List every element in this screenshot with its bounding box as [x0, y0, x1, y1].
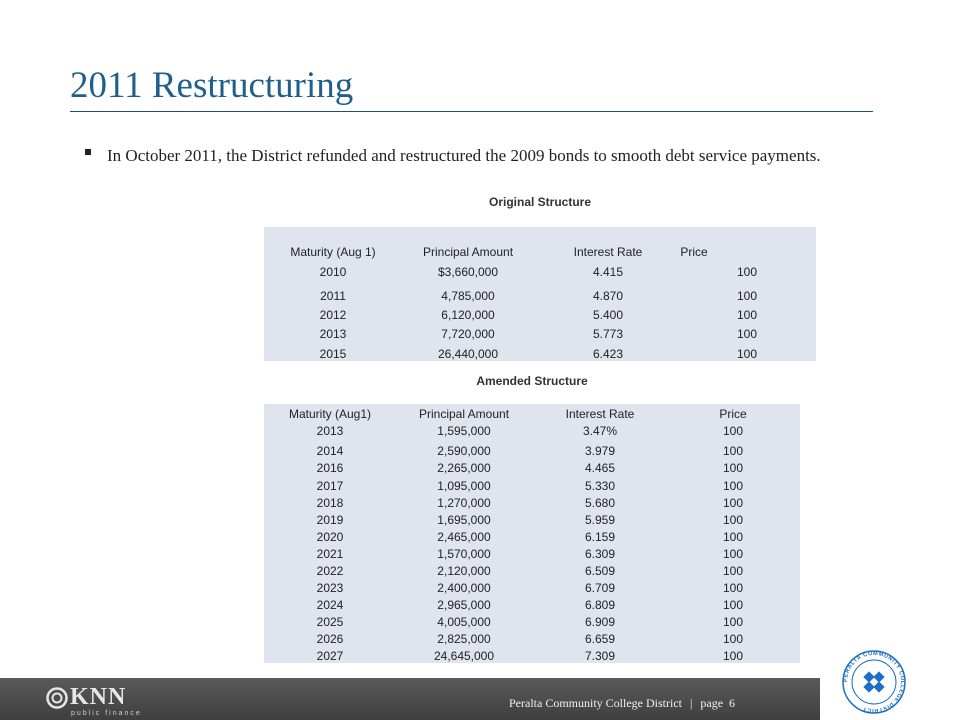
cell-maturity: 2013 — [316, 424, 344, 438]
cell-principal: 24,645,000 — [433, 649, 495, 663]
amended-structure-caption: Amended Structure — [476, 374, 588, 388]
cell-rate: 6.309 — [584, 547, 616, 561]
cell-price: 100 — [736, 327, 757, 341]
page-number: 6 — [729, 696, 736, 710]
cell-price: 100 — [736, 347, 757, 361]
cell-maturity: 2010 — [319, 265, 347, 279]
cell-principal: 7,720,000 — [441, 327, 495, 341]
cell-rate: 6.909 — [584, 615, 616, 629]
table-row — [264, 615, 800, 630]
cell-maturity: 2014 — [316, 444, 344, 458]
cell-rate: 5.400 — [592, 308, 624, 322]
cell-rate: 6.709 — [584, 581, 616, 595]
cell-price: 100 — [722, 581, 744, 595]
cell-price: 100 — [722, 530, 744, 544]
cell-rate: 7.309 — [584, 649, 616, 663]
cell-principal: 2,120,000 — [437, 564, 491, 578]
column-header-price: Price — [680, 245, 708, 259]
cell-maturity: 2025 — [316, 615, 344, 629]
cell-rate: 3.979 — [584, 444, 616, 458]
cell-rate: 5.773 — [592, 327, 624, 341]
page-label: page — [700, 696, 724, 710]
cell-maturity: 2021 — [316, 547, 344, 561]
cell-rate: 6.809 — [584, 598, 616, 612]
cell-rate: 4.870 — [592, 289, 624, 303]
cell-principal: 1,695,000 — [437, 513, 491, 527]
cell-rate: 5.959 — [584, 513, 616, 527]
cell-price: 100 — [736, 289, 757, 303]
cell-maturity: 2012 — [319, 308, 347, 322]
cell-maturity: 2016 — [316, 461, 344, 475]
column-header-rate: Interest Rate — [565, 407, 635, 421]
column-header-principal: Principal Amount — [418, 407, 510, 421]
table-row — [264, 598, 800, 613]
cell-principal: 4,785,000 — [441, 289, 495, 303]
table-row — [264, 632, 800, 647]
cell-maturity: 2018 — [316, 496, 344, 510]
seal-text: PERALTA COMMUNITY COLLEGE DISTRICT — [842, 650, 906, 714]
cell-rate: 6.423 — [592, 347, 624, 361]
cell-principal: 26,440,000 — [437, 347, 499, 361]
footer-separator: | — [689, 696, 693, 710]
cell-rate: 4.465 — [584, 461, 616, 475]
bullet-marker — [85, 149, 91, 155]
table-row — [264, 513, 800, 528]
cell-rate: 4.415 — [592, 265, 624, 279]
cell-principal: 2,965,000 — [437, 598, 491, 612]
table-row — [264, 289, 816, 304]
table-row — [264, 530, 800, 545]
cell-price: 100 — [722, 615, 744, 629]
slide-title: 2011 Restructuring — [70, 65, 354, 106]
cell-price: 100 — [722, 444, 744, 458]
footer-text — [509, 696, 735, 711]
table-row — [264, 547, 800, 562]
column-header-price: Price — [719, 407, 747, 421]
column-header-rate: Interest Rate — [573, 245, 643, 259]
cell-maturity: 2011 — [320, 289, 346, 303]
cell-rate: 5.680 — [584, 496, 616, 510]
cell-rate: 6.509 — [584, 564, 616, 578]
cell-price: 100 — [722, 513, 744, 527]
original-structure-caption: Original Structure — [488, 195, 592, 209]
cell-maturity: 2027 — [316, 649, 344, 663]
table-row — [264, 444, 800, 459]
cell-price: 100 — [722, 649, 744, 663]
bullet-text: In October 2011, the District refunded and restructured the 2009 bonds to smooth debt service payments. — [107, 146, 821, 165]
district-name: Peralta Community College District — [509, 696, 682, 710]
cell-principal: 2,265,000 — [437, 461, 491, 475]
cell-maturity: 2022 — [316, 564, 344, 578]
cell-price: 100 — [736, 265, 757, 279]
knn-logo-subtext: public finance — [71, 710, 142, 717]
cell-principal: $3,660,000 — [437, 265, 499, 279]
cell-maturity: 2026 — [316, 632, 344, 646]
cell-maturity: 2019 — [316, 513, 344, 527]
cell-price: 100 — [722, 496, 744, 510]
district-seal-icon — [837, 650, 911, 714]
cell-principal: 2,400,000 — [437, 581, 491, 595]
original-structure-table — [264, 227, 816, 361]
cell-principal: 4,005,000 — [437, 615, 491, 629]
table-row — [264, 327, 816, 342]
table-header-row — [264, 407, 800, 422]
cell-rate: 5.330 — [584, 479, 616, 493]
cell-maturity: 2015 — [319, 347, 347, 361]
table-row — [264, 496, 800, 511]
column-header-maturity: Maturity (Aug1) — [288, 407, 372, 421]
table-row — [264, 424, 800, 439]
cell-principal: 2,590,000 — [437, 444, 491, 458]
table-header-row — [264, 245, 816, 260]
cell-price: 100 — [722, 479, 744, 493]
cell-maturity: 2023 — [316, 581, 344, 595]
knn-logo-text: KNN — [70, 684, 127, 710]
title-rule — [70, 111, 873, 112]
cell-rate: 3.47% — [582, 424, 618, 438]
table-row — [264, 461, 800, 476]
cell-principal: 2,465,000 — [437, 530, 491, 544]
cell-maturity: 2013 — [319, 327, 347, 341]
cell-principal: 1,270,000 — [437, 496, 491, 510]
cell-price: 100 — [722, 424, 744, 438]
table-row — [264, 347, 816, 362]
cell-rate: 6.659 — [584, 632, 616, 646]
cell-rate: 6.159 — [584, 530, 616, 544]
cell-price: 100 — [736, 308, 757, 322]
cell-price: 100 — [722, 461, 744, 475]
cell-price: 100 — [722, 547, 744, 561]
column-header-maturity: Maturity (Aug 1) — [290, 245, 376, 259]
cell-principal: 6,120,000 — [441, 308, 495, 322]
table-row — [264, 308, 816, 323]
cell-maturity: 2017 — [316, 479, 344, 493]
cell-price: 100 — [722, 598, 744, 612]
table-row — [264, 581, 800, 596]
cell-principal: 2,825,000 — [437, 632, 491, 646]
cell-price: 100 — [722, 632, 744, 646]
table-row — [264, 649, 800, 664]
table-row — [264, 265, 816, 280]
cell-principal: 1,095,000 — [437, 479, 491, 493]
cell-maturity: 2024 — [316, 598, 344, 612]
column-header-principal: Principal Amount — [422, 245, 514, 259]
knn-logo-mark-icon — [46, 687, 68, 709]
cell-maturity: 2020 — [316, 530, 344, 544]
cell-principal: 1,570,000 — [437, 547, 491, 561]
amended-structure-table — [264, 404, 800, 663]
table-row — [264, 479, 800, 494]
table-row — [264, 564, 800, 579]
cell-principal: 1,595,000 — [437, 424, 491, 438]
footer-bar — [0, 678, 960, 720]
cell-price: 100 — [722, 564, 744, 578]
